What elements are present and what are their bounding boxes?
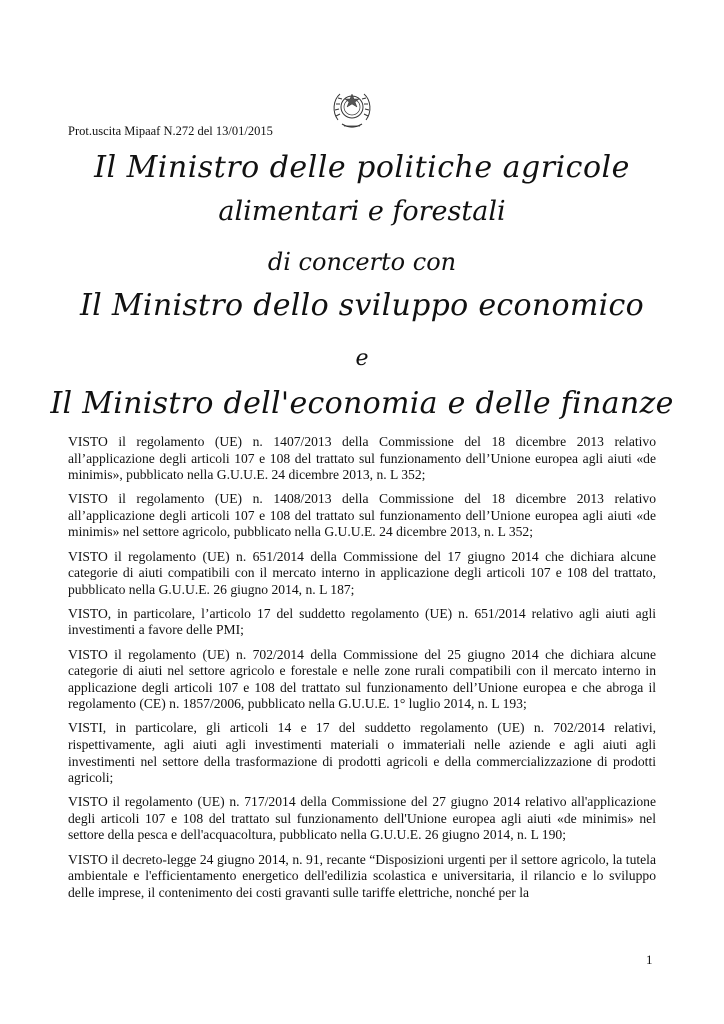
protocol-number: Prot.uscita Mipaaf N.272 del 13/01/2015	[68, 124, 273, 138]
paragraph: VISTI, in particolare, gli articoli 14 e 17 del suddetto regolamento (UE) n. 702/2014 relativi, rispettivamente, agli aiuti agli investimenti materiali o immateriali nelle aziende e agli aiuti agli investimenti nel settore della trasformazione di prodotti agricoli e della commercializzazione di prodotti agricoli;	[68, 720, 656, 786]
paragraph: VISTO, in particolare, l’articolo 17 del suddetto regolamento (UE) n. 651/2014 relativo agli aiuti agli investimenti a favore delle PMI;	[68, 605, 656, 638]
italian-republic-emblem-icon	[330, 86, 374, 132]
heading-conjunction: e	[355, 346, 369, 371]
paragraph: VISTO il regolamento (UE) n. 717/2014 della Commissione del 27 giugno 2014 relativo all'applicazione degli articoli 107 e 108 del trattato sul funzionamento dell'Unione europea agli aiuti «de minimis» nel settore della pesca e dell'acquacoltura, pubblicato nella G.U.U.E. 26 giugno 2014, n. L 190;	[68, 794, 656, 843]
paragraph: VISTO il decreto-legge 24 giugno 2014, n. 91, recante “Disposizioni urgenti per il settore agricolo, la tutela ambientale e l'efficientamento energetico dell'edilizia scolastica e universitaria, il rilancio e lo sviluppo delle imprese, il contenimento dei costi gravanti sulle tariffe elettriche, nonché per la	[68, 851, 656, 900]
heading-minister-agriculture: Il Ministro delle politiche agricole	[94, 150, 630, 185]
heading-minister-economic-development: Il Ministro dello sviluppo economico	[80, 288, 644, 323]
heading-in-agreement-with: di concerto con	[267, 248, 457, 276]
paragraph: VISTO il regolamento (UE) n. 1407/2013 della Commissione del 18 dicembre 2013 relativo all’applicazione degli articoli 107 e 108 del trattato sul funzionamento dell’Unione europea agli aiuti «de minimis», pubblicato nella G.U.U.E. 24 dicembre 2013, n. L 352;	[68, 434, 656, 483]
paragraph: VISTO il regolamento (UE) n. 1408/2013 della Commissione del 18 dicembre 2013 relativo all’applicazione degli articoli 107 e 108 del trattato sul funzionamento dell’Unione europea agli aiuti «de minimis» nel settore agricolo, pubblicato nella G.U.U.E. 24 dicembre 2013, n. L 352;	[68, 491, 656, 540]
paragraph: VISTO il regolamento (UE) n. 702/2014 della Commissione del 25 giugno 2014 che dichiara alcune categorie di aiuti nel settore agricolo e forestale e nelle zone rurali compatibili con il mercato interno in applicazione degli articoli 107 e 108 del trattato sul funzionamento dell’Unione europea e che abroga il regolamento (CE) n. 1857/2006, pubblicato nella G.U.U.E. 1° luglio 2014, n. L 193;	[68, 646, 656, 712]
document-body	[68, 434, 656, 909]
heading-minister-economy-finance: Il Ministro dell'economia e delle finanze	[50, 386, 674, 421]
page-number: 1	[646, 952, 653, 967]
heading-food-forestry: alimentari e forestali	[218, 196, 506, 227]
paragraph: VISTO il regolamento (UE) n. 651/2014 della Commissione del 17 giugno 2014 che dichiara alcune categorie di aiuti compatibili con il mercato interno in applicazione degli articoli 107 e 108 del trattato, pubblicato nella G.U.U.E. 26 giugno 2014, n. L 187;	[68, 548, 656, 597]
